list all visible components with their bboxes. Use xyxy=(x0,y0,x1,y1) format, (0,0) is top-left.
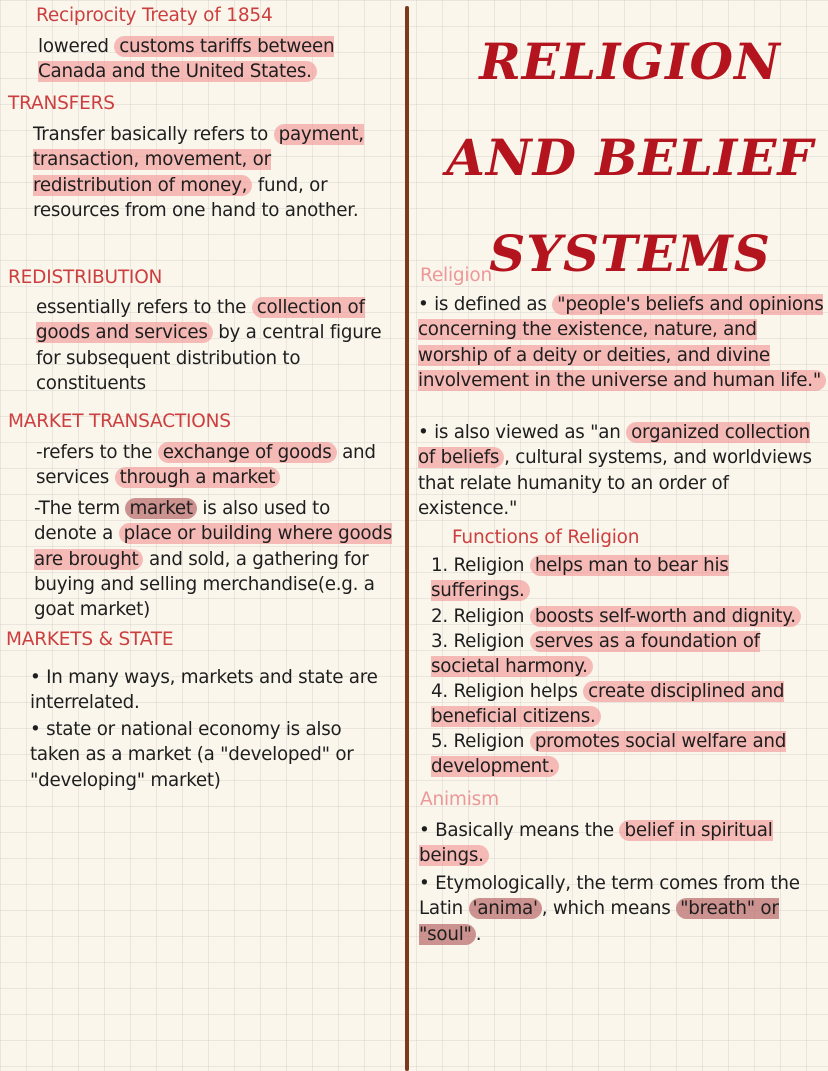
highlight: promotes social welfare and development. xyxy=(431,731,787,778)
highlight: belief in spiritual beings. xyxy=(419,820,773,867)
column-divider xyxy=(405,6,409,1071)
market-transactions-line2: -The term market is also used to denote a place or building where goods are brought and sold, a gathering for buying and selling merchandise(e.g. a goat market) xyxy=(34,498,392,621)
highlight: place or building where goods are brought xyxy=(34,523,392,570)
animism-bullet2: • Etymologically, the term comes from the Latin 'anima' , which means "breath" or "soul" . xyxy=(419,873,800,945)
heading-redistribution: REDISTRIBUTION xyxy=(8,267,163,288)
function-item-1: 1. Religion helps man to bear his sufferings. xyxy=(431,555,729,602)
highlight: organized collection of beliefs xyxy=(418,422,810,469)
function-item-4: 4. Religion helps create disciplined and beneficial citizens. xyxy=(431,681,785,728)
religion-bullet2: • is also viewed as "an organized collection of beliefs , cultural systems, and worldviews that relate humanity to an order of existence." xyxy=(418,422,812,519)
highlight: serves as a foundation of societal harmony. xyxy=(431,631,760,678)
heading-reciprocity-treaty: Reciprocity Treaty of 1854 xyxy=(36,5,273,26)
function-item-5: 5. Religion promotes social welfare and development. xyxy=(431,731,787,778)
highlight: create disciplined and beneficial citizens. xyxy=(431,681,785,728)
highlight-dark: 'anima' xyxy=(469,898,542,919)
function-item-2: 2. Religion boosts self-worth and dignity. xyxy=(431,604,826,629)
religion-bullet1: • is defined as "people's beliefs and opinions concerning the existence, nature, and worship of a deity or deities, and divine involvement in the universe and human life." xyxy=(418,292,826,393)
transfers-text: Transfer basically refers to payment, transaction, movement, or redistribution of money, fund, or resources from one hand to another. xyxy=(33,124,364,221)
highlight: customs tariffs between Canada and the United States. xyxy=(38,36,335,83)
highlight: payment, transaction, movement, or redistribution of money, xyxy=(33,124,364,196)
highlight: collection of goods and services xyxy=(36,297,365,344)
highlight: helps man to bear his sufferings. xyxy=(431,555,729,602)
highlight: "people's beliefs and opinions concerning the existence, nature, and worship of a deity or deities, and divine involvement in the universe and human life." xyxy=(418,294,826,391)
reciprocity-text: lowered customs tariffs between Canada and the United States. xyxy=(38,36,335,83)
title-line: RELIGION xyxy=(479,32,781,91)
heading-religion: Religion xyxy=(420,265,493,286)
title-line: SYSTEMS xyxy=(489,224,771,283)
market-transactions-line1: -refers to the exchange of goods and services through a market xyxy=(36,442,376,489)
redistribution-text: essentially refers to the collection of goods and services by a central figure for subsequent distribution to constituents xyxy=(36,297,382,394)
markets-state-bullet1: • In many ways, markets and state are interrelated. xyxy=(30,667,378,714)
heading-functions-of-religion: Functions of Religion xyxy=(452,527,640,548)
heading-market-transactions: MARKET TRANSACTIONS xyxy=(8,411,231,432)
highlight-dark: "breath" or "soul" xyxy=(419,898,779,945)
heading-markets-state: MARKETS & STATE xyxy=(6,629,174,650)
heading-transfers: TRANSFERS xyxy=(8,93,115,114)
highlight: exchange of goods xyxy=(158,442,337,463)
highlight-dark: market xyxy=(125,498,196,519)
markets-state-bullet2: • state or national economy is also taken as a market (a "developed" or "developing" market) xyxy=(30,719,354,791)
highlight: boosts self-worth and dignity. xyxy=(530,606,801,627)
title-line: AND BELIEF xyxy=(446,128,814,187)
page-title xyxy=(440,14,820,302)
heading-animism: Animism xyxy=(420,789,499,810)
highlight: through a market xyxy=(115,467,281,488)
animism-bullet1: • Basically means the belief in spiritual beings. xyxy=(419,820,773,867)
function-item-3: 3. Religion serves as a foundation of societal harmony. xyxy=(431,631,760,678)
